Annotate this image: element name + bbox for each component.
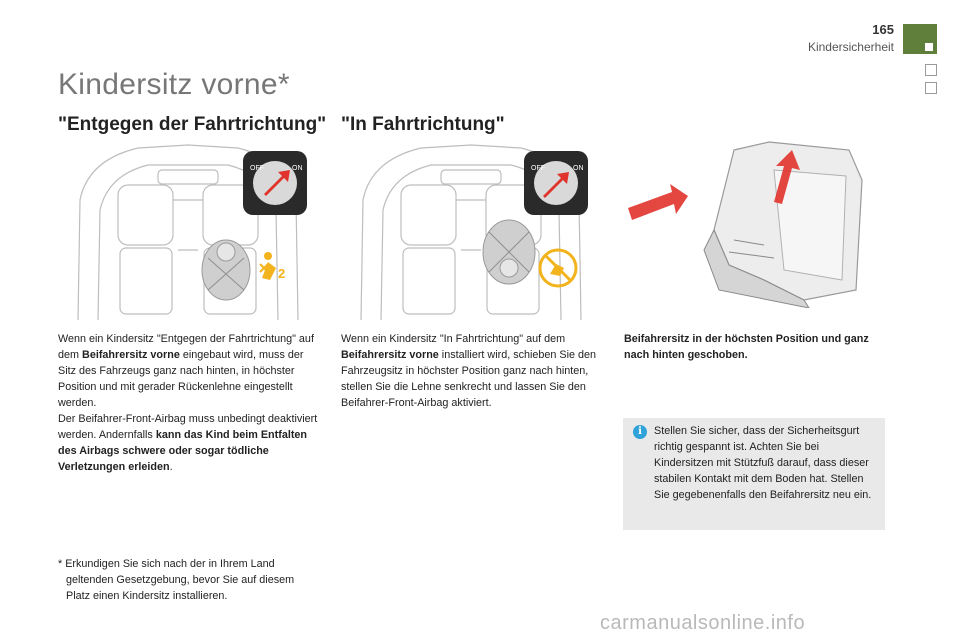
airbag-off-switch-icon (242, 150, 308, 216)
rear-facing-p1-a: Wenn ein Kindersitz "Entgegen der Fahrtrichtung" auf dem (58, 333, 314, 361)
forward-facing-p1-c: installiert wird, schieben Sie den Fahrzeugsitz in höchster Position ganz nach hinten, stellen Sie die Lehne senkrecht und lassen Sie den Beifahrer-Front-Airbag aktiviert. (341, 349, 597, 409)
forward-facing-p1-a: Wenn ein Kindersitz "In Fahrtrichtung" auf dem (341, 333, 566, 345)
forward-facing-heading: "In Fahrtrichtung" (341, 114, 505, 135)
forward-facing-text (341, 331, 606, 411)
watermark: carmanualsonline.info (600, 612, 806, 634)
no-child-seat-warning-icon (536, 246, 580, 290)
rear-facing-p1-b: Beifahrersitz vorne (82, 349, 180, 361)
page-number: 165 (872, 22, 894, 37)
forward-facing-p1-b: Beifahrersitz vorne (341, 349, 439, 361)
rear-facing-p2-b: kann das Kind beim Entfalten des Airbags schwere oder sogar tödliche Verletzungen erleiden (58, 429, 308, 473)
rear-facing-heading: "Entgegen der Fahrtrichtung" (58, 114, 327, 135)
rear-facing-text (58, 331, 323, 475)
airbag-on-switch-icon (523, 150, 589, 216)
chapter-tab (903, 24, 937, 54)
rear-facing-p1-c: eingebaut wird, muss der Sitz des Fahrzeugs ganz nach hinten, in höchster Position und mit gerader Rückenlehne eingestellt werden. (58, 349, 304, 409)
footnote-line2: geltenden Gesetzgebung, bevor Sie auf diesem Platz einen Kindersitz installieren. (66, 574, 295, 602)
section-title: Kindersicherheit (807, 40, 894, 54)
info-icon: i (633, 425, 647, 439)
rear-facing-p2-c: . (169, 461, 173, 473)
info-text: Stellen Sie sicher, dass der Sicherheitsgurt richtig gespannt ist. Achten Sie bei Kindersitzen mit Stützfuß darauf, dass dieser stabilen Kontakt mit dem Boden hat. Stellen Sie gegebenenfalls den Beifahrersitz neu ein. (654, 425, 872, 501)
footnote-line1: Erkundigen Sie sich nach der in Ihrem Land (65, 558, 275, 570)
footnote (58, 556, 318, 604)
airbag-off-indicator-icon (256, 248, 292, 284)
airbag-on-label: ON (573, 165, 584, 172)
airbag-off-label: OFF (531, 165, 545, 172)
chapter-tab-empty (925, 64, 937, 76)
seat-caption: Beifahrersitz in der höchsten Position und ganz nach hinten geschoben. (624, 333, 869, 361)
airbag-on-label: ON (292, 165, 303, 172)
rear-facing-p2-a: Der Beifahrer-Front-Airbag muss unbedingt deaktiviert werden. Andernfalls (58, 413, 318, 441)
passenger-seat-illustration (624, 140, 886, 308)
footnote-marker: * (58, 558, 63, 570)
page-title: Kindersitz vorne* (58, 68, 290, 101)
svg-text:2: 2 (278, 266, 286, 281)
airbag-off-label: OFF (250, 165, 264, 172)
chapter-tab-empty (925, 82, 937, 94)
